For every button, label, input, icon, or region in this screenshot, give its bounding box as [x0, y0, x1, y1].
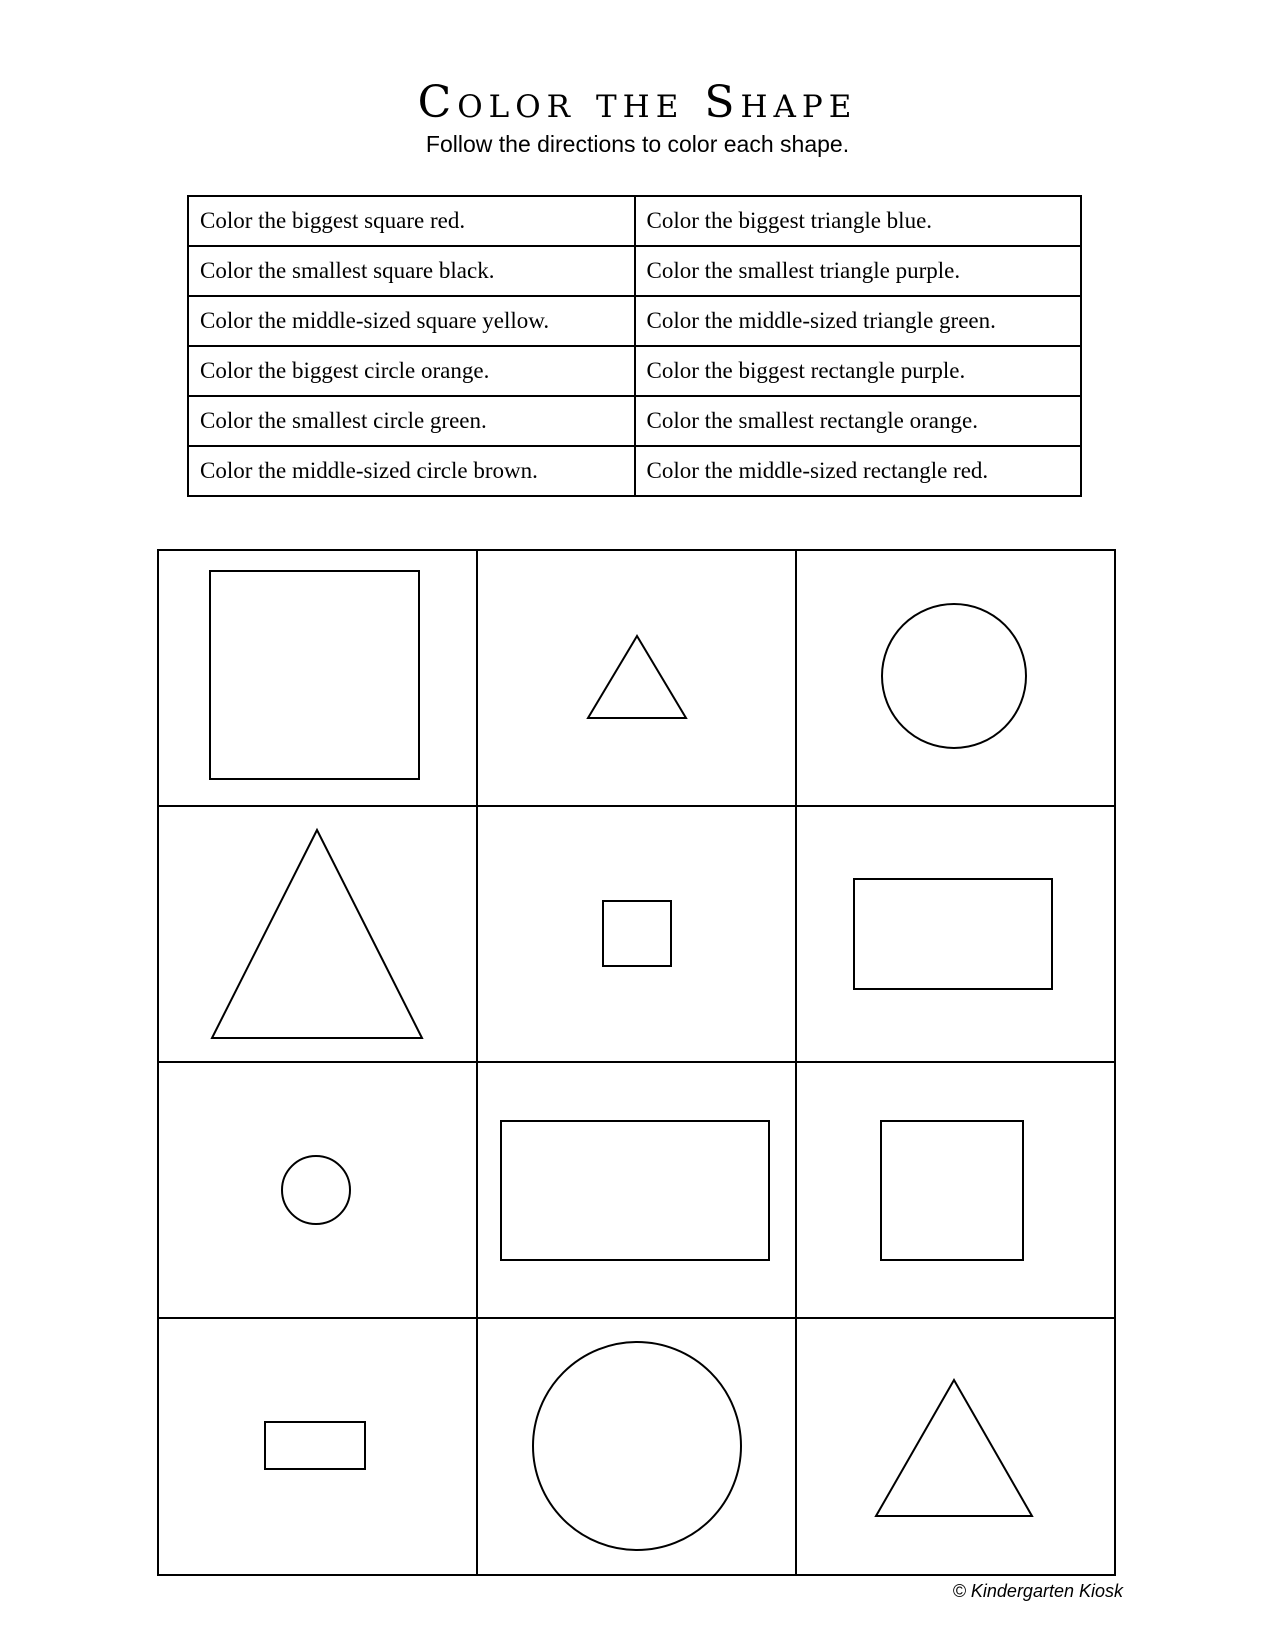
- copyright-footer: © Kindergarten Kiosk: [952, 1581, 1123, 1601]
- direction-cell: Color the smallest circle green.: [188, 396, 635, 446]
- worksheet-subtitle: Follow the directions to color each shape.: [425, 131, 850, 157]
- directions-row: [188, 246, 1081, 296]
- small-rectangle[interactable]: [265, 1422, 365, 1469]
- direction-cell: Color the biggest rectangle purple.: [635, 346, 1082, 396]
- worksheet-title: Color the Shape: [417, 77, 858, 128]
- directions-row: [188, 296, 1081, 346]
- middle-triangle[interactable]: [876, 1380, 1032, 1516]
- big-circle[interactable]: [533, 1342, 741, 1550]
- directions-table: [187, 195, 1082, 497]
- direction-cell: Color the biggest square red.: [188, 196, 635, 246]
- directions-row: [188, 396, 1081, 446]
- direction-cell: Color the middle-sized triangle green.: [635, 296, 1082, 346]
- direction-cell: Color the biggest triangle blue.: [635, 196, 1082, 246]
- direction-cell: Color the middle-sized circle brown.: [188, 446, 635, 496]
- middle-square[interactable]: [881, 1121, 1023, 1260]
- direction-cell: Color the smallest triangle purple.: [635, 246, 1082, 296]
- direction-cell: Color the middle-sized square yellow.: [188, 296, 635, 346]
- shapes-grid: [157, 549, 1116, 1576]
- small-square[interactable]: [603, 901, 671, 966]
- big-rectangle[interactable]: [501, 1121, 769, 1260]
- big-triangle[interactable]: [212, 830, 422, 1038]
- direction-cell: Color the smallest rectangle orange.: [635, 396, 1082, 446]
- direction-cell: Color the biggest circle orange.: [188, 346, 635, 396]
- middle-circle[interactable]: [882, 604, 1026, 748]
- small-circle[interactable]: [282, 1156, 350, 1224]
- direction-cell: Color the smallest square black.: [188, 246, 635, 296]
- shapes-drawing: [157, 549, 1116, 1576]
- directions-row: [188, 446, 1081, 496]
- direction-cell: Color the middle-sized rectangle red.: [635, 446, 1082, 496]
- big-square[interactable]: [210, 571, 419, 779]
- directions-row: [188, 346, 1081, 396]
- small-triangle[interactable]: [588, 636, 686, 718]
- middle-rectangle[interactable]: [854, 879, 1052, 989]
- directions-row: [188, 196, 1081, 246]
